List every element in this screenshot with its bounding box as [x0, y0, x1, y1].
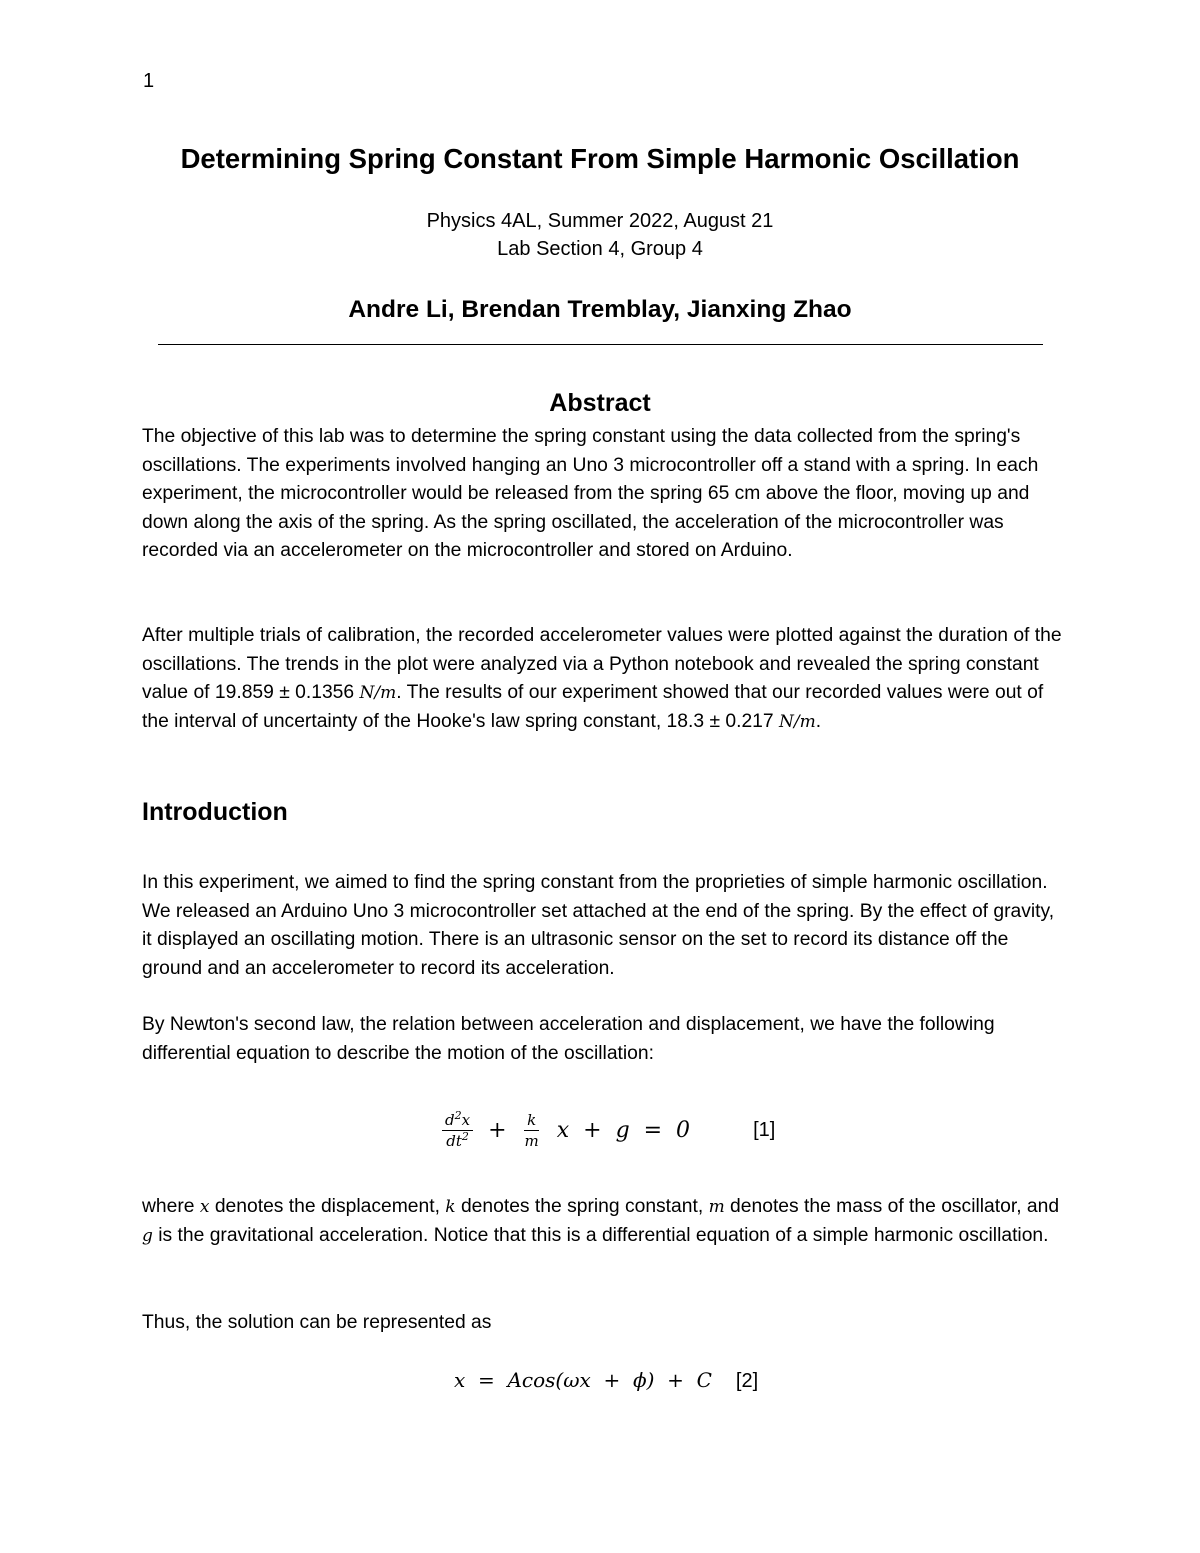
document-title: Determining Spring Constant From Simple Harmonic Oscillation	[180, 143, 1020, 174]
eq-plus: +	[488, 1117, 507, 1143]
fraction-denominator: m	[524, 1131, 539, 1150]
text-run: is the gravitational acceleration. Notice that this is a differential equation of a simple harmonic oscillation.	[152, 1224, 1049, 1246]
eq-exponent: 2	[461, 1129, 469, 1143]
equation-2	[454, 1368, 758, 1393]
fraction-denominator	[443, 1131, 472, 1151]
var-x: x	[199, 1197, 210, 1217]
fraction-d2x-dt2	[442, 1110, 473, 1151]
var-m: m	[708, 1197, 725, 1217]
var-g: g	[142, 1225, 153, 1246]
text-run: .	[815, 710, 822, 732]
fraction-numerator	[442, 1110, 473, 1131]
fraction-numerator: k	[524, 1110, 539, 1131]
abstract-paragraph-2	[142, 622, 1062, 736]
var-k: k	[445, 1197, 456, 1217]
authors: Andre Li, Brendan Tremblay, Jianxing Zhao	[348, 296, 852, 323]
divider-line	[158, 344, 1043, 345]
eq-symbol: d	[445, 1110, 455, 1129]
equation-label: [2]	[735, 1370, 759, 1392]
eq-rest: x + g = 0	[556, 1117, 691, 1143]
fraction-k-m	[522, 1110, 542, 1151]
page-number: 1	[143, 70, 155, 92]
eq-exponent: 2	[454, 1108, 462, 1122]
equation-label: [1]	[753, 1118, 776, 1141]
text-run: . The results of our experiment showed that our recorded values were out of the interval of uncertainty of the Hooke's law spring constant, 18.3 ± 0.217	[142, 682, 1044, 732]
text-run: After multiple trials of calibration, the recorded accelerometer values were plotted against the duration of the oscillations. The trends in the plot were analyzed via a Python notebook and revealed the spring constant value of 19.859 ± 0.1356	[142, 625, 1062, 704]
introduction-paragraph-2: By Newton's second law, the relation between acceleration and displacement, we have the following differential equation to describe the motion of the oscillation:	[142, 1014, 995, 1064]
text-run: denotes the mass of the oscillator, and	[724, 1196, 1060, 1217]
equation-1	[436, 1098, 775, 1162]
text-run: denotes the displacement,	[209, 1196, 446, 1217]
eq-symbol: x	[461, 1110, 471, 1129]
introduction-paragraph-1: In this experiment, we aimed to find the spring constant from the proprieties of simple harmonic oscillation. We released an Arduino Uno 3 microcontroller set attached at the end of the spring. By the effect of gravity, it displayed an oscillating motion. There is an ultrasonic sensor on the set to record its distance off the ground and an accelerometer to record its acceleration.	[142, 872, 1055, 979]
course-line: Physics 4AL, Summer 2022, August 21	[426, 210, 774, 232]
section-line: Lab Section 4, Group 4	[497, 238, 703, 260]
text-run: where	[142, 1196, 200, 1217]
unit-math: N/m	[359, 683, 397, 704]
unit-math: N/m	[779, 711, 816, 732]
introduction-paragraph-4: Thus, the solution can be represented as	[142, 1312, 492, 1333]
eq-symbol: dt	[446, 1131, 462, 1150]
eq-expression: x = Acos(ωx + ϕ) + C	[454, 1368, 712, 1392]
introduction-heading: Introduction	[142, 798, 288, 826]
abstract-paragraph-1: The objective of this lab was to determine the spring constant using the data collected from the spring's oscillations. The experiments involved hanging an Uno 3 microcontroller off a stand with a spring. In each experiment, the microcontroller would be released from the spring 65 cm above the floor, moving up and down along the axis of the spring. As the spring oscillated, the acceleration of the microcontroller was recorded via an accelerometer on the microcontroller and stored on Arduino.	[142, 426, 1039, 562]
introduction-paragraph-3	[142, 1193, 1062, 1250]
text-run: denotes the spring constant,	[455, 1196, 709, 1217]
abstract-heading: Abstract	[549, 389, 651, 417]
